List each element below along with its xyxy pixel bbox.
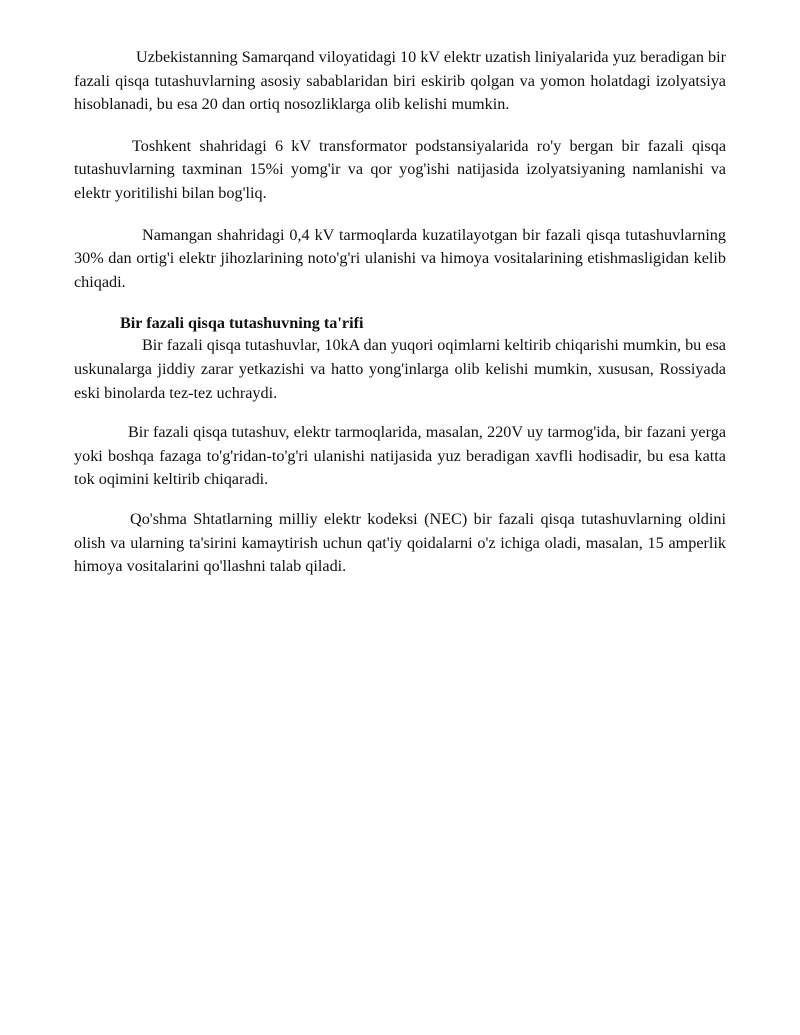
paragraph-definition-220v: Bir fazali qisqa tutashuv, elektr tarmoqlarida, masalan, 220V uy tarmog'ida, bir fazani yerga yoki boshqa fazaga to'g'ridan-to'g'ri ulanishi natijasida yuz beradigan xavfli hodisadir, bu esa katta tok oqimini keltirib chiqaradi. <box>74 423 726 489</box>
document-page <box>74 46 726 579</box>
paragraph-namangan: Namangan shahridagi 0,4 kV tarmoqlarda kuzatilayotgan bir fazali qisqa tutashuvlarning 30% dan ortig'i elektr jihozlarining noto'g'ri ulanishi va himoya vositalarining etishmasligidan kelib chiqadi. <box>74 225 726 291</box>
paragraph-toshkent: Toshkent shahridagi 6 kV transformator podstansiyalarida ro'y bergan bir fazali qisqa tutashuvlarning taxminan 15%i yomg'ir va qor yog'ishi natijasida izolyatsiyaning namlanishi va elektr yoritilishi bilan bog'liq. <box>74 136 726 202</box>
paragraph-nec: Qo'shma Shtatlarning milliy elektr kodeksi (NEC) bir fazali qisqa tutashuvlarning oldini olish va ularning ta'sirini kamaytirish uchun qat'iy qoidalarni o'z ichiga oladi, masalan, 15 amperlik himoya vositalarini qo'llashni talab qiladi. <box>74 509 726 576</box>
paragraph-definition-current: Bir fazali qisqa tutashuvlar, 10kA dan yuqori oqimlarni keltirib chiqarishi mumkin, bu esa uskunalarga jiddiy zarar yetkazishi va hatto yong'inlarga olib kelishi mumkin, xususan, Rossiyada eski binolarda tez-tez uchraydi. <box>74 336 726 402</box>
section-heading: Bir fazali qisqa tutashuvning ta'rifi <box>120 314 364 333</box>
paragraph-samarqand: Uzbekistanning Samarqand viloyatidagi 10 kV elektr uzatish liniyalarida yuz beradigan bir fazali qisqa tutashuvlarning asosiy sabablaridan biri eskirib qolgan va yomon holatdagi izolyatsiya hisoblanadi, bu esa 20 dan ortiq nosozliklarga olib kelishi mumkin. <box>74 48 726 114</box>
